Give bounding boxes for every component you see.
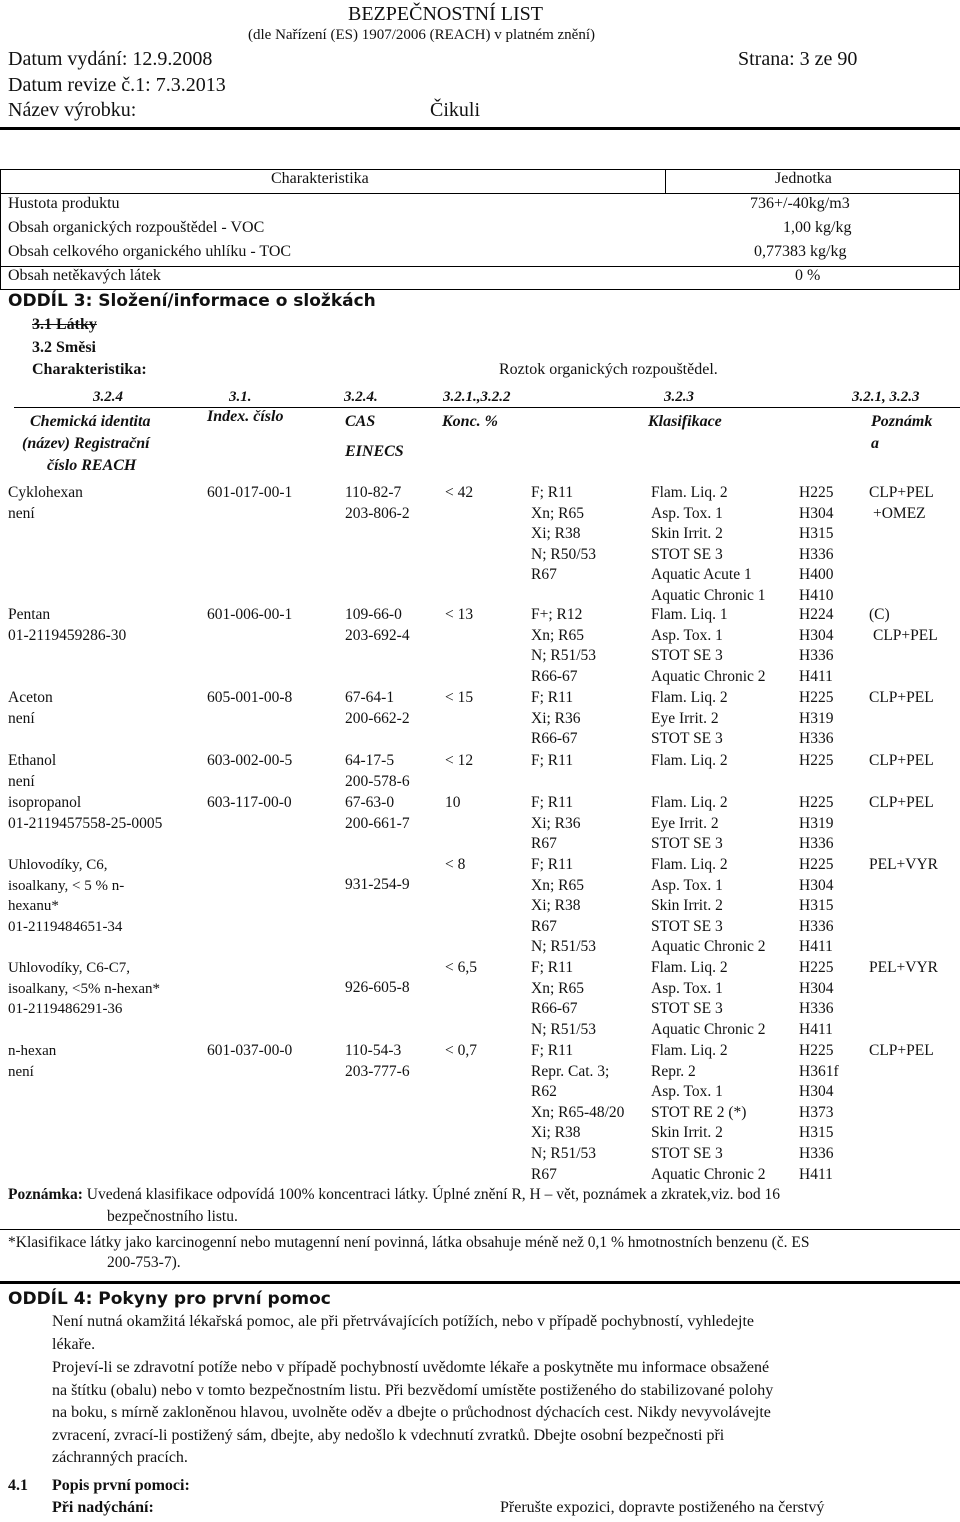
component-8-h-statement-2: H361f (799, 1062, 839, 1080)
component-5-index: 603-117-00-0 (207, 794, 292, 811)
component-6-r-phrase-4: R67 (531, 917, 557, 935)
header-rule (0, 127, 960, 130)
component-8-r-phrase-3: R62 (531, 1083, 557, 1101)
component-8-h-statement-1: H225 (799, 1042, 834, 1059)
characteristics-value: Roztok organických rozpouštědel. (499, 361, 718, 378)
component-1-r-phrase-3: Xi; R38 (531, 525, 581, 543)
p2-line-2: na štítku (obalu) nebo v tomto bezpečnostním listu. Při bezvědomí umístěte postiženého do stabilizované polohy (52, 1381, 774, 1399)
component-2-classification-1: Flam. Liq. 1 (651, 606, 728, 623)
characteristics-label: Charakteristika: (32, 361, 147, 378)
component-2-classification-3: STOT SE 3 (651, 647, 723, 665)
component-5-h-statement-3: H336 (799, 835, 834, 853)
component-4-cas-1: 64-17-5 (345, 752, 395, 769)
component-5-name-2: 01-2119457558-25-0005 (8, 814, 163, 832)
component-7-r-phrase-2: Xn; R65 (531, 979, 584, 997)
component-3-classification-3: STOT SE 3 (651, 730, 723, 748)
component-6-h-statement-5: H411 (799, 938, 833, 956)
component-3-r-phrase-2: Xi; R36 (531, 709, 581, 727)
component-8-name-2: není (8, 1063, 34, 1080)
component-6-r-phrase-1: F; R11 (531, 856, 574, 873)
component-6-h-statement-2: H304 (799, 876, 834, 894)
component-7-classification-3: STOT SE 3 (651, 1000, 723, 1018)
col-characteristic: Charakteristika (271, 170, 369, 187)
component-1-note-1: CLP+PEL (869, 484, 934, 501)
section4-para-1 (52, 1311, 754, 1356)
component-7-h-statement-3: H336 (799, 1000, 834, 1018)
component-2-h-statement-1: H224 (799, 606, 834, 623)
component-1-h-statement-4: H336 (799, 545, 834, 563)
section3-heading: ODDÍL 3: Složení/informace o složkách (8, 291, 376, 311)
component-1-konc: < 42 (445, 484, 474, 501)
component-7-classification-4: Aquatic Chronic 2 (651, 1020, 766, 1038)
hdr-klasifikace: Klasifikace (648, 413, 722, 430)
hdr-konc: Konc. % (442, 413, 498, 430)
component-8-r-phrase-5: Xi; R38 (531, 1124, 581, 1142)
component-1-h-statement-2: H304 (799, 504, 834, 522)
component-6-classification-3: Skin Irrit. 2 (651, 897, 723, 915)
component-1-r-phrase-4: N; R50/53 (531, 545, 597, 563)
component-4-h-statement: H225 (799, 752, 834, 769)
component-7-h-statement-1: H225 (799, 959, 834, 976)
footnote-1: *Klasifikace látky jako karcinogenní nebo mutagenní není povinná, látka obsahuje méně než 0,1 % hmotnostních benzenu (č. ES (8, 1234, 810, 1251)
component-2-h-statement-4: H411 (799, 667, 833, 685)
component-7-classification-1: Flam. Liq. 2 (651, 959, 728, 976)
regulation-note: (dle Nařízení (ES) 1907/2006 (REACH) v platném znění) (248, 27, 595, 43)
component-3-classification-1: Flam. Liq. 2 (651, 689, 728, 706)
component-7-name-3: 01-2119486291-36 (8, 1001, 123, 1018)
hdr-einecs: EINECS (345, 443, 404, 460)
p1-line-1: Není nutná okamžitá lékařská pomoc, ale při přetrvávajících potížích, nebo v případě pochybností, vyhledejte (52, 1313, 754, 1330)
component-2-r-phrase-3: N; R51/53 (531, 647, 597, 665)
component-2-classification-4: Aquatic Chronic 2 (651, 667, 766, 685)
p2-line-4: zvracení, zvrací-li postižený sám, dbejte, aby nedošlo k vdechnutí zvratků. Dbejte osobní bezpečnosti při (52, 1426, 725, 1444)
note-text-1: Uvedená klasifikace odpovídá 100% koncentraci látky. Úplné znění R, H – vět, poznámek a zkratek,viz. bod 16 (86, 1186, 781, 1203)
component-8-classification-2: Repr. 2 (651, 1062, 696, 1080)
section4-rule (0, 1281, 960, 1284)
component-1-classification-3: Skin Irrit. 2 (651, 525, 723, 543)
component-3-name-2: není (8, 709, 35, 727)
component-8-r-phrase-1: F; R11 (531, 1042, 574, 1059)
component-1-name-2: není (8, 504, 35, 522)
component-6-classification-1: Flam. Liq. 2 (651, 856, 728, 873)
component-5-r-phrase-2: Xi; R36 (531, 814, 581, 832)
component-7-name-1: Uhlovodíky, C6-C7, (8, 960, 130, 976)
component-8-r-phrase-2: Repr. Cat. 3; (531, 1062, 610, 1080)
hdr-cas: CAS (345, 413, 376, 430)
component-5-note: CLP+PEL (869, 794, 934, 811)
component-3-note: CLP+PEL (869, 689, 934, 706)
component-2-note-1: (C) (869, 606, 890, 623)
component-1-classification-5: Aquatic Acute 1 (651, 566, 752, 584)
component-2-classification-2: Asp. Tox. 1 (651, 626, 723, 644)
component-7-name-2: isoalkany, <5% n-hexan* (8, 980, 161, 997)
prop-nonvolatile-label: Obsah netěkavých látek (8, 267, 161, 284)
component-3-h-statement-2: H319 (799, 709, 834, 727)
component-1-cas-1: 110-82-7 (345, 484, 402, 501)
revision-date: Datum revize č.1: 7.3.2013 (8, 74, 226, 96)
prop-density-label: Hustota produktu (8, 195, 120, 212)
component-3-cas-2: 200-662-2 (345, 709, 410, 727)
hdr-identity-1: Chemická identita (30, 413, 151, 430)
component-8-r-phrase-7: R67 (531, 1165, 557, 1183)
component-5-name-1: isopropanol (8, 794, 82, 811)
component-8-name-1: n-hexan (8, 1043, 57, 1059)
ref-identity: 3.2.4 (93, 389, 123, 405)
product-label: Název výrobku: (8, 99, 137, 121)
component-1-classification-1: Flam. Liq. 2 (651, 484, 728, 501)
component-2-cas-2: 203-692-4 (345, 626, 410, 644)
component-8-h-statement-4: H373 (799, 1103, 834, 1121)
component-5-konc: 10 (445, 794, 461, 811)
col-unit: Jednotka (775, 170, 832, 187)
p2-line-3: na boku, s mírně zakloněnou hlavou, uvolněte oděv a dbejte o průchodnost dýchacích cest. Nikdy nevyvolávejte (52, 1404, 771, 1421)
component-2-r-phrase-4: R66-67 (531, 667, 578, 685)
ref-konc: 3.2.1.,3.2.2 (443, 389, 511, 405)
component-8-note: CLP+PEL (869, 1042, 934, 1059)
subsection-4-1-title: Popis první pomoci: (52, 1477, 190, 1494)
component-5-h-statement-2: H319 (799, 814, 834, 832)
component-6-h-statement-4: H336 (799, 917, 834, 935)
component-8-classification-7: Aquatic Chronic 2 (651, 1165, 766, 1183)
component-1-r-phrase-1: F; R11 (531, 484, 574, 501)
component-3-cas-1: 67-64-1 (345, 689, 395, 706)
hdr-index: Index. číslo (207, 408, 284, 425)
component-8-classification-5: Skin Irrit. 2 (651, 1124, 723, 1142)
component-1-classification-2: Asp. Tox. 1 (651, 504, 723, 522)
component-3-r-phrase-3: R66-67 (531, 730, 578, 748)
component-6-name-4: 01-2119484651-34 (8, 918, 123, 935)
component-8-h-statement-3: H304 (799, 1083, 834, 1101)
component-8-cas-1: 110-54-3 (345, 1042, 402, 1059)
component-3-h-statement-3: H336 (799, 730, 834, 748)
ref-index: 3.1. (229, 389, 252, 405)
p1-line-2: lékaře. (52, 1335, 96, 1353)
component-7-classification-2: Asp. Tox. 1 (651, 979, 723, 997)
component-1-cas-2: 203-806-2 (345, 504, 410, 522)
component-7-konc: < 6,5 (445, 959, 477, 976)
section4-heading: ODDÍL 4: Pokyny pro první pomoc (8, 1289, 331, 1309)
component-8-classification-4: STOT RE 2 (*) (651, 1103, 747, 1121)
component-8-h-statement-6: H336 (799, 1145, 834, 1162)
hdr-identity-3: číslo REACH (47, 457, 137, 474)
component-5-r-phrase-1: F; R11 (531, 794, 574, 811)
component-7-h-statement-2: H304 (799, 979, 834, 997)
table-note (8, 1186, 780, 1204)
inhalation-text: Přerušte expozici, dopravte postiženého na čerstvý (500, 1499, 825, 1516)
component-7-r-phrase-4: N; R51/53 (531, 1020, 597, 1038)
note-text-2: bezpečnostního listu. (107, 1208, 238, 1225)
component-1-r-phrase-2: Xn; R65 (531, 504, 584, 522)
component-5-classification-1: Flam. Liq. 2 (651, 794, 728, 811)
component-6-h-statement-1: H225 (799, 856, 834, 873)
document-title: BEZPEČNOSTNÍ LIST (348, 3, 543, 25)
component-6-classification-5: Aquatic Chronic 2 (651, 938, 766, 956)
component-3-name-1: Aceton (8, 689, 53, 706)
component-6-h-statement-3: H315 (799, 897, 834, 915)
component-1-index: 601-017-00-1 (207, 484, 293, 501)
component-6-note: PEL+VYR (869, 856, 939, 873)
component-3-h-statement-1: H225 (799, 689, 834, 706)
component-6-name-2: isoalkany, < 5 % n- (8, 877, 125, 894)
component-6-konc: < 8 (445, 856, 466, 873)
subsection-3-1: 3.1 Látky (32, 316, 97, 333)
ref-klas: 3.2.3 (664, 389, 694, 405)
component-1-note-2: +OMEZ (873, 504, 926, 522)
component-1-h-statement-3: H315 (799, 525, 834, 543)
issue-date: Datum vydání: 12.9.2008 (8, 48, 213, 70)
component-1-classification-6: Aquatic Chronic 1 (651, 587, 766, 604)
product-name: Čikuli (430, 99, 481, 121)
component-3-classification-2: Eye Irrit. 2 (651, 709, 719, 727)
component-4-cas-2: 200-578-6 (345, 772, 410, 790)
component-7-r-phrase-1: F; R11 (531, 959, 574, 976)
component-6-r-phrase-2: Xn; R65 (531, 876, 584, 894)
prop-voc-value: 1,00 kg/kg (783, 219, 852, 236)
ref-cas: 3.2.4. (344, 389, 378, 405)
component-4-note: CLP+PEL (869, 752, 934, 769)
component-8-h-statement-5: H315 (799, 1124, 834, 1142)
component-6-classification-2: Asp. Tox. 1 (651, 876, 723, 894)
component-7-h-statement-4: H411 (799, 1020, 833, 1038)
component-2-note-2: CLP+PEL (873, 626, 938, 644)
page-number: Strana: 3 ze 90 (738, 48, 858, 70)
component-8-classification-1: Flam. Liq. 2 (651, 1042, 728, 1059)
note-label: Poznámka: (8, 1186, 83, 1203)
component-7-cas: 926-605-8 (345, 979, 410, 996)
component-8-cas-2: 203-777-6 (345, 1062, 410, 1080)
component-3-index: 605-001-00-8 (207, 689, 293, 706)
component-5-classification-3: STOT SE 3 (651, 835, 723, 853)
subsection-4-1-number: 4.1 (8, 1477, 28, 1494)
component-3-konc: < 15 (445, 689, 474, 706)
hdr-poznamka-1: Poznámk (871, 413, 933, 430)
component-2-r-phrase-2: Xn; R65 (531, 626, 584, 644)
component-8-r-phrase-4: Xn; R65-48/20 (531, 1103, 625, 1121)
component-4-index: 603-002-00-5 (207, 752, 293, 769)
component-1-r-phrase-5: R67 (531, 566, 557, 584)
component-5-h-statement-1: H225 (799, 794, 834, 811)
hdr-poznamka-2: a (871, 435, 879, 452)
footnote-2: 200-753-7). (107, 1254, 181, 1271)
component-8-classification-6: STOT SE 3 (651, 1145, 723, 1162)
component-4-name-2: není (8, 772, 35, 790)
ref-pozn: 3.2.1, 3.2.3 (852, 389, 920, 405)
subsection-3-2: 3.2 Směsi (32, 339, 96, 356)
component-6-name-3: hexanu* (8, 898, 59, 915)
component-2-cas-1: 109-66-0 (345, 606, 402, 623)
component-1-h-statement-5: H400 (799, 566, 834, 584)
component-4-classification: Flam. Liq. 2 (651, 752, 728, 769)
component-1-h-statement-6: H410 (799, 587, 834, 604)
component-2-r-phrase-1: F+; R12 (531, 606, 583, 623)
component-5-classification-2: Eye Irrit. 2 (651, 814, 719, 832)
component-8-index: 601-037-00-0 (207, 1042, 293, 1059)
component-7-r-phrase-3: R66-67 (531, 1000, 578, 1018)
inhalation-label: Při nadýchání: (52, 1499, 154, 1516)
component-8-h-statement-7: H411 (799, 1165, 833, 1183)
component-3-r-phrase-1: F; R11 (531, 689, 574, 706)
component-8-konc: < 0,7 (445, 1042, 477, 1059)
component-1-classification-4: STOT SE 3 (651, 545, 723, 563)
p2-line-1: Projeví-li se zdravotní potíže nebo v případě pochybností uvědomte lékaře a poskytněte mu informace obsažené (52, 1359, 770, 1376)
component-2-h-statement-3: H336 (799, 647, 834, 665)
component-8-classification-3: Asp. Tox. 1 (651, 1083, 723, 1101)
component-4-name-1: Ethanol (8, 752, 57, 769)
component-2-index: 601-006-00-1 (207, 606, 293, 623)
component-5-r-phrase-3: R67 (531, 835, 557, 853)
component-6-name-1: Uhlovodíky, C6, (8, 857, 108, 873)
hdr-identity-2: (název) Registrační (22, 435, 150, 452)
component-2-konc: < 13 (445, 606, 474, 623)
prop-nonvolatile-value: 0 % (795, 267, 821, 284)
component-1-name-1: Cyklohexan (8, 484, 83, 501)
component-1-h-statement-1: H225 (799, 484, 834, 501)
component-6-r-phrase-3: Xi; R38 (531, 897, 581, 915)
component-6-r-phrase-5: N; R51/53 (531, 938, 597, 956)
component-4-r-phrase: F; R11 (531, 752, 574, 769)
prop-voc-label: Obsah organických rozpouštědel - VOC (8, 219, 265, 236)
component-5-cas-1: 67-63-0 (345, 794, 395, 811)
prop-toc-value: 0,77383 kg/kg (754, 243, 847, 260)
component-6-cas: 931-254-9 (345, 876, 410, 893)
component-8-r-phrase-6: N; R51/53 (531, 1145, 597, 1162)
prop-density-value: 736+/-40kg/m3 (750, 195, 850, 212)
component-7-note: PEL+VYR (869, 959, 939, 976)
component-5-cas-2: 200-661-7 (345, 814, 410, 832)
prop-toc-label: Obsah celkového organického uhlíku - TOC (8, 243, 292, 260)
p2-line-5: záchranných pracích. (52, 1449, 188, 1466)
component-4-konc: < 12 (445, 752, 474, 769)
section4-para-2 (52, 1357, 773, 1470)
component-2-name-1: Pentan (8, 606, 51, 623)
component-6-classification-4: STOT SE 3 (651, 917, 723, 935)
component-2-h-statement-2: H304 (799, 626, 834, 644)
component-2-name-2: 01-2119459286-30 (8, 626, 127, 644)
